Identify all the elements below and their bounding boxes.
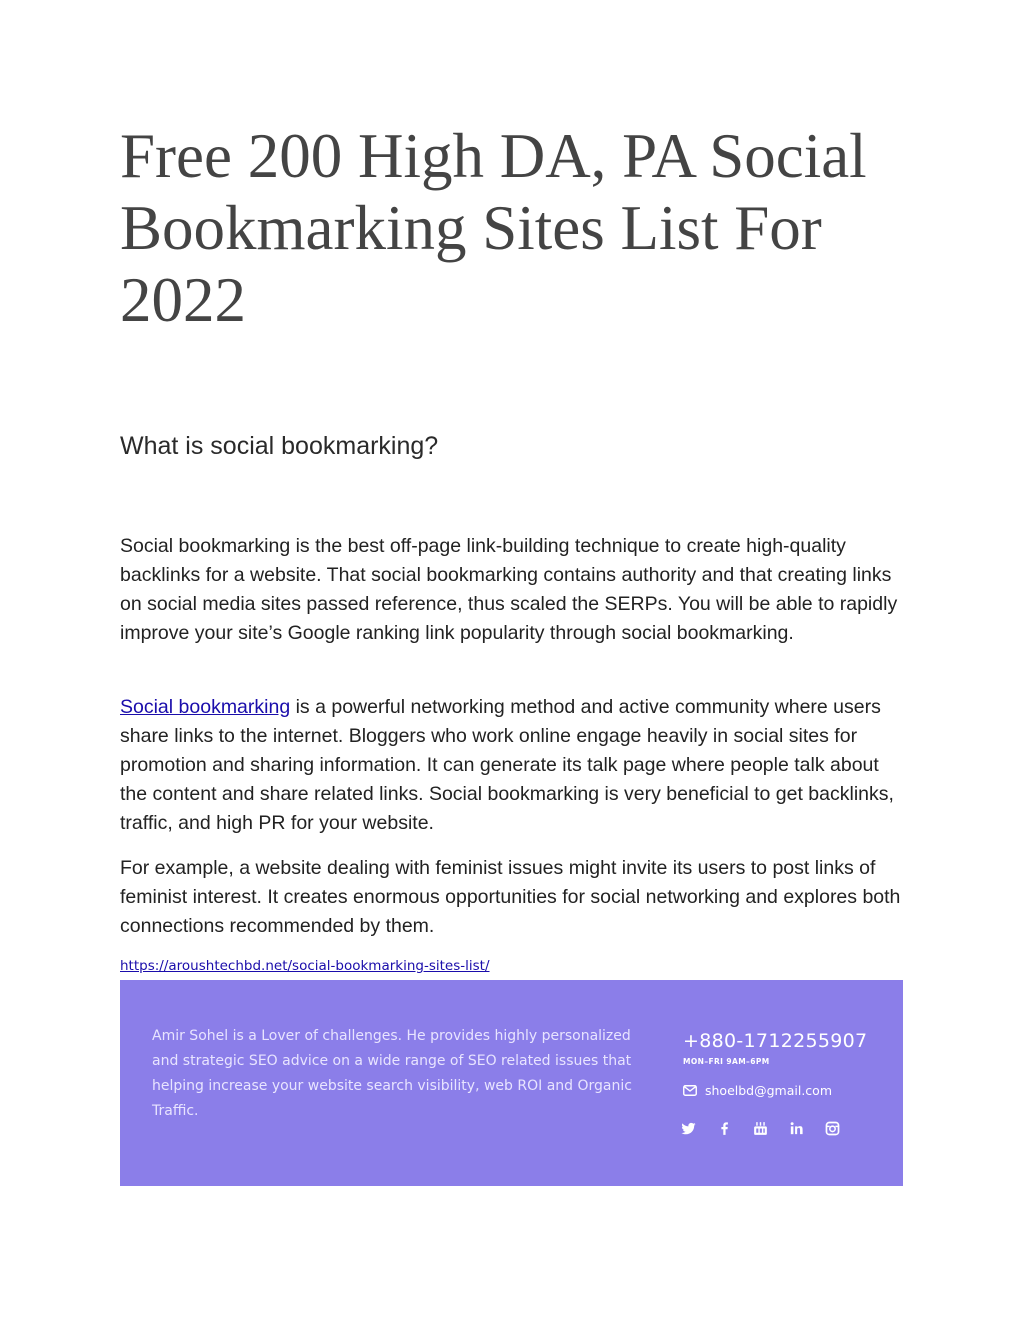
- instagram-icon[interactable]: [824, 1120, 841, 1137]
- author-bio: Amir Sohel is a Lover of challenges. He provides highly personalized and strategic SEO advice on a wide range of SEO related issues that helping increase your website search visibility, web ROI and Organic Traffic.: [152, 1028, 632, 1119]
- paragraph-example: For example, a website dealing with feminist issues might invite its users to post links of feminist interest. It creates enormous opportunities for social networking and explores both connections recommended by them.: [120, 857, 901, 937]
- youtube-icon[interactable]: [752, 1120, 769, 1137]
- author-footer-banner: [120, 980, 903, 1186]
- section-heading: What is social bookmarking?: [120, 432, 439, 460]
- social-bookmarking-link[interactable]: Social bookmarking: [120, 696, 291, 718]
- social-links: [680, 1120, 841, 1137]
- mail-icon: [683, 1085, 697, 1096]
- twitter-icon[interactable]: [680, 1120, 697, 1137]
- page-title: Free 200 High DA, PA Social Bookmarking Sites List For 2022: [120, 121, 867, 335]
- contact-email-row[interactable]: [683, 1083, 832, 1098]
- paragraph-networking-text: is a powerful networking method and active community where users share links to the internet. Bloggers who work online engage heavily in social sites for promotion and sharing information. It can generate its talk page where people talk about the content and share related links. Social bookmarking is very beneficial to get backlinks, traffic, and high PR for your website.: [120, 696, 894, 834]
- office-hours: MON–FRI 9AM–6PM: [683, 1057, 770, 1066]
- facebook-icon[interactable]: [716, 1120, 733, 1137]
- paragraph-intro: Social bookmarking is the best off-page link-building technique to create high-quality backlinks for a website. That social bookmarking contains authority and that creating links on social media sites passed reference, thus scaled the SERPs. You will be able to rapidly improve your site’s Google ranking link popularity through social bookmarking.: [120, 535, 898, 644]
- linkedin-icon[interactable]: [788, 1120, 805, 1137]
- source-url-link[interactable]: https://aroushtechbd.net/social-bookmarking-sites-list/: [120, 958, 490, 974]
- contact-phone[interactable]: +880-1712255907: [683, 1030, 868, 1052]
- contact-email: shoelbd@gmail.com: [705, 1083, 833, 1098]
- paragraph-networking: [120, 693, 910, 838]
